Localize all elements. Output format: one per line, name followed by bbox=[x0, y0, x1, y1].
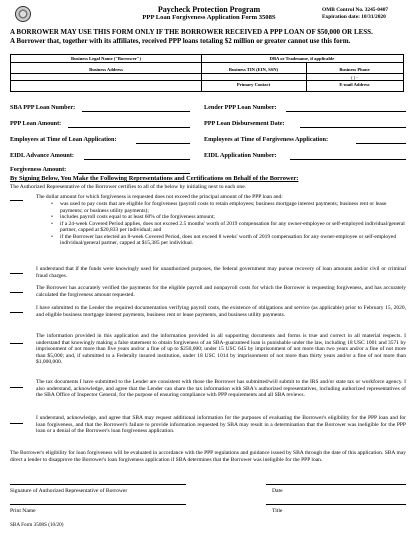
forgiveness-amount-field[interactable] bbox=[78, 173, 190, 174]
signature-field[interactable] bbox=[10, 484, 186, 485]
certification-3: The Borrower has accurately verified the payments for the eligible payroll and nonpayroll costs for which the Borrower is requesting forgiveness, and has accurately calculated the forgiveness amount requested. bbox=[36, 285, 406, 298]
disbursement-date-label: PPP Loan Disbursement Date: bbox=[204, 120, 285, 127]
divider bbox=[11, 73, 403, 74]
certification-1: The dollar amount for which forgiveness is requested does not exceed the principal amount of the PPP loan and: bbox=[36, 194, 283, 200]
eligibility-paragraph: The Borrower's eligibility for loan forgiveness will be evaluated in accordance with the PPP regulations and guidance issued by SBA through the date of this application. SBA may direct a lender to disapprove the Borrower's loan forgiveness application if SBA determines that the Borrower was ineligible for the PPP loan. bbox=[10, 450, 406, 463]
omb-info bbox=[322, 7, 408, 21]
initial-box-3[interactable] bbox=[10, 292, 23, 293]
business-address-label: Business Address bbox=[89, 67, 123, 72]
employees-application-label: Employees at Time of Loan Application: bbox=[10, 136, 117, 143]
initial-box-5[interactable] bbox=[10, 343, 23, 344]
signature-label: Signature of Authorized Representative of Borrower bbox=[10, 488, 128, 494]
sba-seal-icon bbox=[15, 6, 31, 22]
business-info-table bbox=[10, 54, 404, 92]
form-number: SBA Form 3508S (10/20) bbox=[10, 522, 64, 528]
certification-7: I understand, acknowledge, and agree that SBA may request additional information for the purposes of evaluating the Borrower's eligibility for the PPP loan and for loan forgiveness, and that the Borrower's failure to provide information requested by SBA may result in a determination that the Borrower was ineligible for the PPP loan or a denial of the Borrower's loan forgiveness application. bbox=[36, 415, 406, 434]
list-item: • includes payroll costs equal to at least 60% of the forgiveness amount; bbox=[51, 214, 215, 220]
lender-loan-number-label: Lender PPP Loan Number: bbox=[204, 104, 277, 111]
employees-forgiveness-label: Employees at Time of Forgiveness Application: bbox=[204, 136, 329, 143]
certification-6: The tax documents I have submitted to the Lender are consistent with those the Borrower has submitted/will submit to the IRS and/or state tax or workforce agency. I also understand, acknowledge, and agree that the Lender can share the tax information with SBA's authorized representatives, including authorized representatives of the SBA Office of Inspector General, for the purpose of ensuring compliance with PPP requirements and all SBA reviews. bbox=[36, 379, 406, 398]
forgiveness-amount-label: Forgiveness Amount: bbox=[10, 166, 67, 173]
certification-2: I understand that if the funds were knowingly used for unauthorized purposes, the federal government may pursue recovery of loan amounts and/or civil or criminal fraud charges. bbox=[36, 266, 406, 279]
phone-format[interactable]: ( ) - bbox=[351, 75, 358, 80]
list-item: • if a 24-week Covered Period applies, does not exceed 2.5 months' worth of 2019 compensation for any owner-employee or self-employed individual/general partner, capped at $20,833 per individual; and bbox=[51, 220, 405, 233]
disbursement-date-field[interactable] bbox=[300, 127, 406, 128]
business-tin-label: Business TIN (EIN, SSN) bbox=[228, 67, 279, 72]
initial-box-7[interactable] bbox=[10, 423, 23, 424]
omb-control-number: OMB Control No. 3245-0407 bbox=[322, 7, 389, 13]
divider bbox=[11, 80, 403, 81]
date-label: Date bbox=[272, 488, 283, 494]
form-page bbox=[4, 2, 410, 532]
employees-forgiveness-field[interactable] bbox=[356, 143, 406, 144]
initial-box-4[interactable] bbox=[10, 312, 23, 313]
initial-box-6[interactable] bbox=[10, 387, 23, 388]
dba-label: DBA or Tradename, if applicable bbox=[269, 56, 335, 61]
sba-loan-number-label: SBA PPP Loan Number: bbox=[10, 104, 76, 111]
loan-amount-field[interactable] bbox=[68, 127, 190, 128]
date-field[interactable] bbox=[266, 484, 406, 485]
certification-4: I have submitted to the Lender the required documentation verifying payroll costs, the existence of obligations and service (as applicable) prior to February 15, 2020, and eligible business mortgage interest payments, business rent or lease payments, and business utility payments. bbox=[36, 305, 406, 318]
initial-box-1[interactable] bbox=[10, 200, 23, 201]
lender-loan-number-field[interactable] bbox=[286, 111, 406, 112]
eidl-advance-field[interactable] bbox=[84, 159, 190, 160]
eligibility-notice: A BORROWER MAY USE THIS FORM ONLY IF THE BORROWER RECEIVED A PPP LOAN OF $50,000 OR LESS. bbox=[10, 28, 373, 36]
affiliate-notice: A Borrower that, together with its affiliates, received PPP loans totaling $2 million or greater cannot use this form. bbox=[10, 37, 351, 45]
employees-application-field[interactable] bbox=[136, 143, 190, 144]
form-subtitle: PPP Loan Forgiveness Application Form 3508S bbox=[142, 14, 276, 21]
email-label: E-mail Address bbox=[339, 82, 370, 87]
eidl-application-label: EIDL Application Number: bbox=[204, 152, 277, 159]
certifications-instruction: The Authorized Representative of the Borrower certifies to all of the below by initialing next to each one. bbox=[10, 184, 247, 190]
form-title: Paycheck Protection Program bbox=[157, 5, 261, 14]
title-label: Title bbox=[272, 508, 283, 514]
primary-contact-label: Primary Contact bbox=[236, 82, 271, 87]
certification-1-bullets bbox=[51, 201, 406, 247]
legal-name-label: Business Legal Name ("Borrower") bbox=[71, 56, 141, 61]
list-item: • if the Borrower has elected an 8-week Covered Period, does not exceed 8 weeks' worth of 2019 compensation for any owner-employee or self-employed individual/general partner, capped at $15,385 per individual. bbox=[51, 233, 397, 246]
title-field[interactable] bbox=[266, 504, 406, 505]
expiration-date: Expiration date: 10/31/2020 bbox=[322, 14, 386, 20]
divider bbox=[11, 62, 403, 63]
certification-5: The information provided in this application and the information provided in all supporting documents and forms is true and correct in all material respects. I understand that knowingly making a false statement to obtain forgiveness of an SBA-guaranteed loan is punishable under the law, including 18 USC 1001 and 3571 by imprisonment of not more than five years and/or a fine of up to $250,000; under 15 USC 645 by imprisonment of not more than two years and/or a fine of not more than $5,000; and, if submitted to a Federally insured institution, under 18 USC 1014 by imprisonment of not more than thirty years and/or a fine of not more than $1,000,000. bbox=[36, 333, 406, 365]
print-name-field[interactable] bbox=[10, 504, 186, 505]
certifications-heading: By Signing Below, You Make the Following Representations and Certifications on Behalf of the Borrower: bbox=[10, 175, 299, 182]
list-item: • was used to pay costs that are eligible for forgiveness (payroll costs to retain employees; business mortgage interest payments; business rent or lease payments; or business utility payments); bbox=[51, 201, 387, 214]
print-name-label: Print Name bbox=[10, 508, 36, 514]
loan-amount-label: PPP Loan Amount: bbox=[10, 120, 62, 127]
eidl-application-field[interactable] bbox=[290, 159, 406, 160]
business-phone-label: Business Phone bbox=[339, 67, 370, 72]
sba-loan-number-field[interactable] bbox=[82, 111, 190, 112]
eidl-advance-label: EIDL Advance Amount: bbox=[10, 152, 74, 159]
initial-box-2[interactable] bbox=[10, 273, 23, 274]
